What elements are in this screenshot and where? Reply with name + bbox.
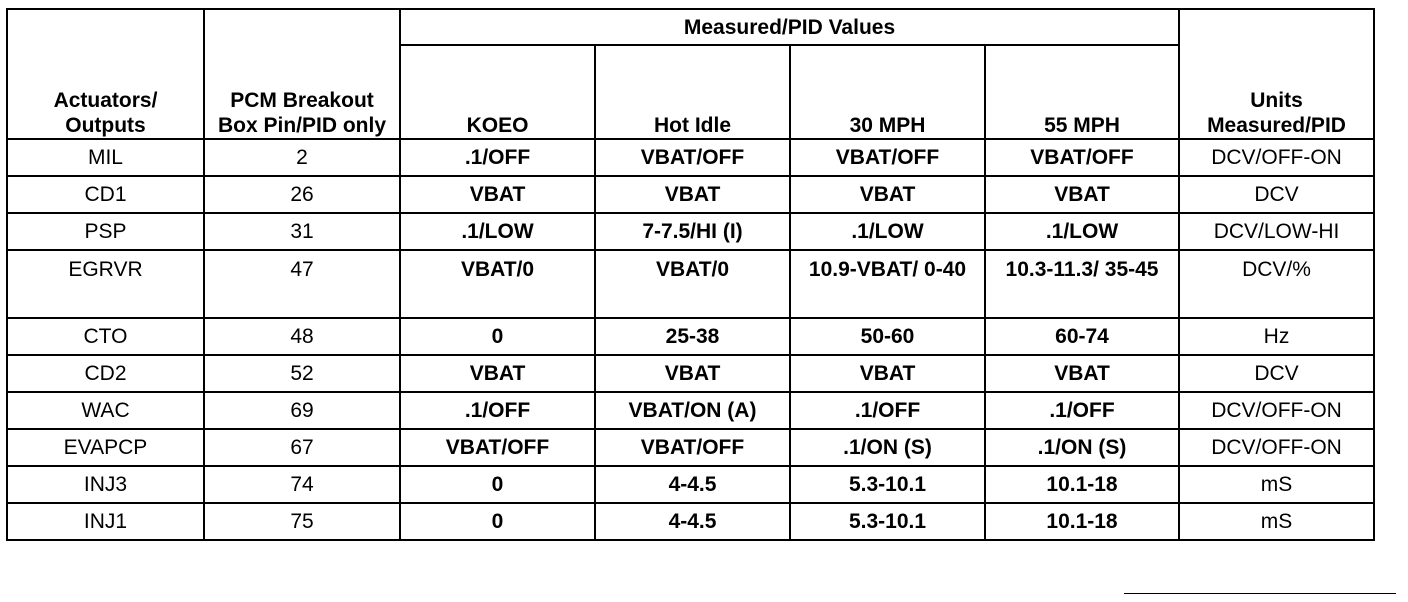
cell-actuator: CD1 [7,176,204,213]
cell-pin: 31 [204,213,400,250]
cell-actuator: INJ3 [7,466,204,503]
cell-55mph: 10.3-11.3/ 35-45 [985,250,1179,318]
cell-actuator: INJ1 [7,503,204,540]
cell-units: mS [1179,503,1374,540]
cell-55mph: VBAT [985,355,1179,392]
cell-koeo: .1/OFF [400,139,595,176]
cell-hot-idle: 7-7.5/HI (I) [595,213,790,250]
table-row [7,250,1374,318]
cell-actuator: CD2 [7,355,204,392]
cell-55mph: VBAT/OFF [985,139,1179,176]
cell-hot-idle: VBAT/OFF [595,139,790,176]
cell-55mph: 10.1-18 [985,466,1179,503]
cell-hot-idle: 25-38 [595,318,790,355]
cell-units: DCV [1179,355,1374,392]
cell-units: DCV/LOW-HI [1179,213,1374,250]
cell-actuator: WAC [7,392,204,429]
cell-55mph: .1/LOW [985,213,1179,250]
header-breakout-box [204,9,400,139]
table-row [7,213,1374,250]
cell-30mph: .1/OFF [790,392,985,429]
cell-actuator: CTO [7,318,204,355]
cell-55mph: 10.1-18 [985,503,1179,540]
cell-55mph: 60-74 [985,318,1179,355]
cell-pin: 52 [204,355,400,392]
cell-30mph: 10.9-VBAT/ 0-40 [790,250,985,318]
table-row [7,139,1374,176]
cell-30mph: 50-60 [790,318,985,355]
cell-actuator: PSP [7,213,204,250]
cell-pin: 69 [204,392,400,429]
cell-units: DCV/OFF-ON [1179,139,1374,176]
header-30mph: 30 MPH [790,45,985,139]
table-row [7,429,1374,466]
cell-30mph: .1/ON (S) [790,429,985,466]
cell-hot-idle: 4-4.5 [595,503,790,540]
cell-koeo: .1/LOW [400,213,595,250]
cell-pin: 75 [204,503,400,540]
header-hot-idle: Hot Idle [595,45,790,139]
header-breakout-box-label: PCM Breakout Box Pin/PID only [217,89,387,137]
cell-30mph: VBAT/OFF [790,139,985,176]
header-units [1179,9,1374,139]
header-units-label: Units Measured/PID [1207,89,1346,137]
table-row [7,466,1374,503]
cell-hot-idle: 4-4.5 [595,466,790,503]
cell-55mph: .1/ON (S) [985,429,1179,466]
cell-30mph: 5.3-10.1 [790,503,985,540]
table-row [7,176,1374,213]
table-row [7,392,1374,429]
header-actuators [7,9,204,139]
cell-koeo: VBAT [400,176,595,213]
footer-rule [1124,593,1396,594]
header-actuators-label: Actuators/ Outputs [53,89,158,137]
cell-pin: 48 [204,318,400,355]
cell-hot-idle: VBAT [595,355,790,392]
cell-30mph: 5.3-10.1 [790,466,985,503]
cell-units: mS [1179,466,1374,503]
cell-30mph: VBAT [790,355,985,392]
cell-koeo: 0 [400,503,595,540]
cell-koeo: VBAT [400,355,595,392]
table-row [7,355,1374,392]
cell-hot-idle: VBAT/ON (A) [595,392,790,429]
cell-koeo: 0 [400,466,595,503]
cell-30mph: .1/LOW [790,213,985,250]
header-koeo: KOEO [400,45,595,139]
header-measured-group [400,9,1179,45]
cell-hot-idle: VBAT [595,176,790,213]
header-measured-group-label: Measured/PID Values [683,15,896,39]
table-header [7,9,1374,139]
cell-units: DCV/OFF-ON [1179,429,1374,466]
table-body [7,139,1374,540]
cell-koeo: VBAT/OFF [400,429,595,466]
table-row [7,503,1374,540]
cell-pin: 26 [204,176,400,213]
cell-pin: 67 [204,429,400,466]
header-55mph: 55 MPH [985,45,1179,139]
cell-units: DCV/% [1179,250,1374,318]
pid-values-table [6,8,1375,541]
cell-koeo: 0 [400,318,595,355]
cell-55mph: .1/OFF [985,392,1179,429]
cell-koeo: .1/OFF [400,392,595,429]
cell-hot-idle: VBAT/OFF [595,429,790,466]
cell-koeo: VBAT/0 [400,250,595,318]
cell-hot-idle: VBAT/0 [595,250,790,318]
header-row-group [7,9,1374,45]
cell-units: DCV/OFF-ON [1179,392,1374,429]
cell-30mph: VBAT [790,176,985,213]
cell-units: Hz [1179,318,1374,355]
cell-pin: 74 [204,466,400,503]
cell-55mph: VBAT [985,176,1179,213]
cell-actuator: MIL [7,139,204,176]
cell-actuator: EVAPCP [7,429,204,466]
table-row [7,318,1374,355]
cell-pin: 2 [204,139,400,176]
cell-actuator: EGRVR [7,250,204,318]
cell-units: DCV [1179,176,1374,213]
cell-pin: 47 [204,250,400,318]
